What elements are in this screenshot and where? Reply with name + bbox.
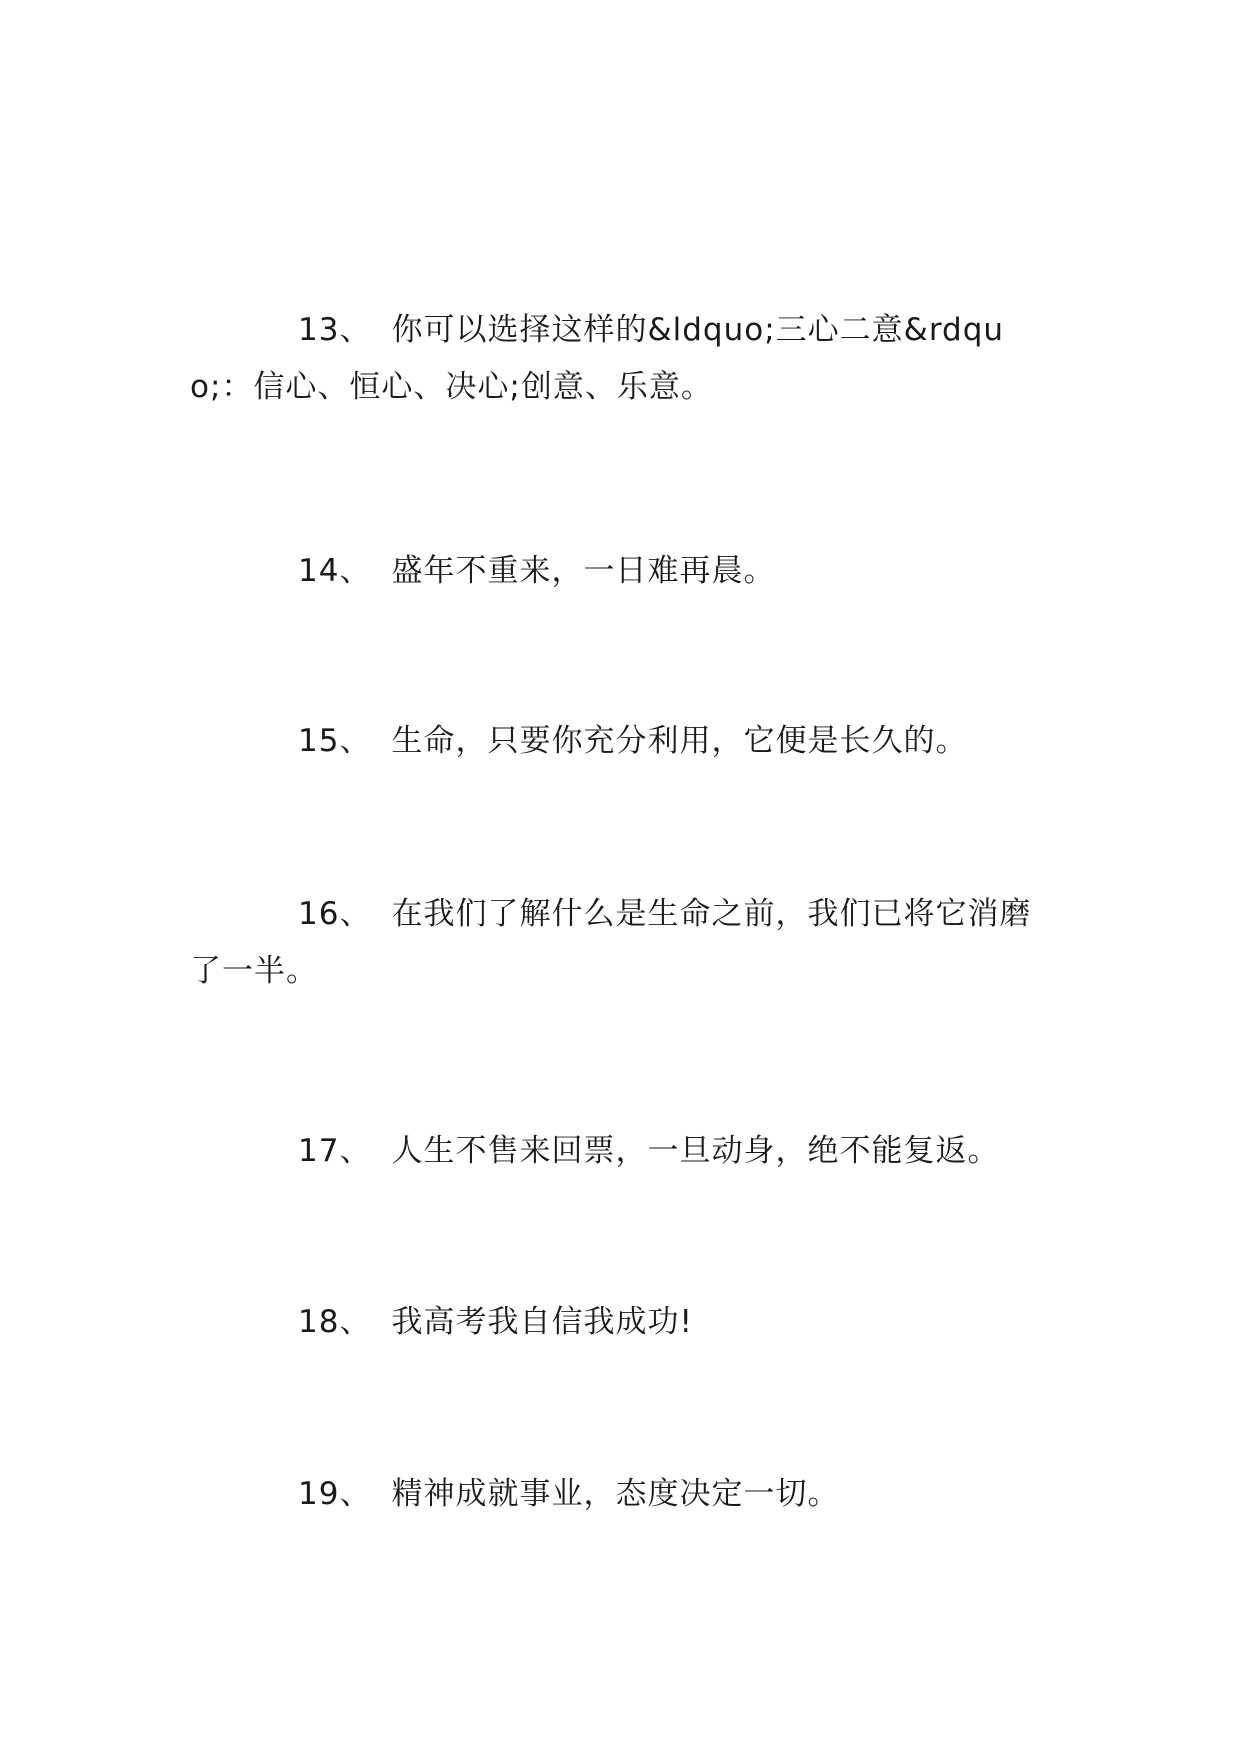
item-number: 19、: [298, 1476, 372, 1512]
quote-item: [190, 302, 1060, 416]
item-number: 14、: [298, 553, 372, 589]
quote-item: [190, 543, 1060, 600]
item-text: 精神成就事业，态度决定一切。: [391, 1476, 840, 1512]
item-number: 16、: [298, 896, 372, 932]
quote-item: [190, 1123, 1060, 1180]
item-text: 生命，只要你充分利用，它便是长久的。: [391, 723, 968, 759]
item-number: 15、: [298, 723, 372, 759]
item-text: 你可以选择这样的&ldquo;三心二意&rdquo;：信心、恒心、决心;创意、乐意。: [190, 312, 1005, 405]
item-text: 盛年不重来，一日难再晨。: [391, 553, 776, 589]
item-number: 13、: [298, 312, 372, 348]
quote-item: [190, 713, 1060, 770]
item-number: 18、: [298, 1304, 372, 1340]
quote-item: [190, 1294, 1060, 1351]
item-text: 在我们了解什么是生命之前，我们已将它消磨了一半。: [190, 896, 1032, 989]
item-text: 人生不售来回票，一旦动身，绝不能复返。: [391, 1133, 1000, 1169]
item-text: 我高考我自信我成功!: [391, 1304, 693, 1340]
quote-item: [190, 1466, 1060, 1523]
quote-item: [190, 886, 1060, 1000]
item-number: 17、: [298, 1133, 372, 1169]
